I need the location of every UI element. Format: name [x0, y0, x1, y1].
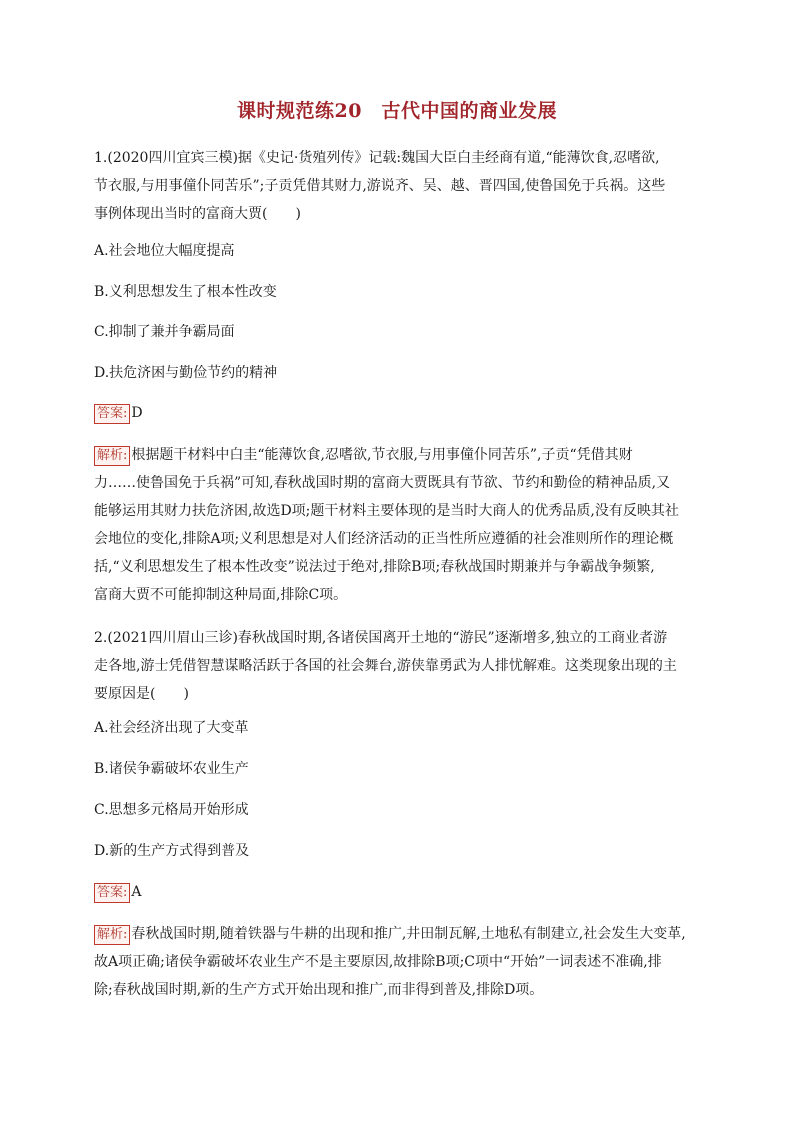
question-1-line-1: 1.(2020四川宜宾三模)据《史记·货殖列传》记载:魏国大臣白圭经商有道,“能薄饮食,忍嗜欲, — [94, 150, 660, 166]
question-2-option-b[interactable]: B.诸侯争霸破坏农业生产 — [94, 761, 249, 777]
answer-value: A — [131, 884, 142, 900]
answer-tag: 答案: — [94, 883, 130, 903]
question-1-option-c[interactable]: C.抑制了兼并争霸局面 — [94, 324, 235, 340]
question-2-option-c[interactable]: C.思想多元格局开始形成 — [94, 802, 249, 818]
analysis-line-2: 力……使鲁国免于兵祸”可知,春秋战国时期的富商大贾既具有节欲、节约和勤俭的精神品质,又 — [94, 475, 671, 491]
analysis-line-1: 解析: 根据题干材料中白圭“能薄饮食,忍嗜欲,节衣服,与用事僮仆同苦乐”,子贡“凭借其财 — [94, 443, 714, 471]
question-2-option-a[interactable]: A.社会经济出现了大变革 — [94, 720, 249, 736]
question-1-analysis — [94, 443, 714, 611]
answer-value: D — [131, 405, 143, 421]
question-1-answer — [94, 402, 143, 424]
page-title: 课时规范练20 古代中国的商业发展 — [237, 100, 557, 122]
question-2-stem — [94, 626, 714, 710]
analysis-line-4: 会地位的变化,排除A项;义利思想是对人们经济活动的正当性所应遵循的社会准则所作的理论概 — [94, 531, 674, 547]
analysis-tag: 解析: — [94, 925, 130, 945]
question-2-analysis — [94, 922, 714, 1006]
answer-tag: 答案: — [94, 404, 130, 424]
question-2-line-3: 要原因是( ) — [94, 686, 189, 702]
question-1-option-d[interactable]: D.扶危济困与勤俭节约的精神 — [94, 365, 278, 381]
analysis-line-3: 除;春秋战国时期,新的生产方式开始出现和推广,而非得到普及,排除D项。 — [94, 982, 544, 998]
question-2-line-1: 2.(2021四川眉山三诊)春秋战国时期,各诸侯国离开土地的“游民”逐渐增多,独立的工商业者游 — [94, 630, 668, 646]
analysis-line-2: 故A项正确;诸侯争霸破坏农业生产不是主要原因,故排除B项;C项中“开始”一词表述不准确,排 — [94, 954, 662, 970]
question-1-line-2: 节衣服,与用事僮仆同苦乐”;子贡凭借其财力,游说齐、吴、越、晋四国,使鲁国免于兵祸。这些 — [94, 178, 666, 194]
analysis-line-3: 能够运用其财力扶危济困,故选D项;题干材料主要体现的是当时大商人的优秀品质,没有反映其社 — [94, 503, 679, 519]
analysis-tag: 解析: — [94, 446, 130, 466]
question-2-option-d[interactable]: D.新的生产方式得到普及 — [94, 843, 250, 859]
question-1-option-a[interactable]: A.社会地位大幅度提高 — [94, 243, 235, 259]
question-1-line-3: 事例体现出当时的富商大贾( ) — [94, 206, 301, 222]
question-1-option-b[interactable]: B.义利思想发生了根本性改变 — [94, 284, 277, 300]
analysis-line-5: 括,“义利思想发生了根本性改变”说法过于绝对,排除B项;春秋战国时期兼并与争霸战争频繁, — [94, 559, 655, 575]
analysis-line-6: 富商大贾不可能抑制这种局面,排除C项。 — [94, 587, 348, 603]
question-2-line-2: 走各地,游士凭借智慧谋略活跃于各国的社会舞台,游侠靠勇武为人排忧解难。这类现象出现的主 — [94, 658, 677, 674]
analysis-line-1: 解析: 春秋战国时期,随着铁器与牛耕的出现和推广,井田制瓦解,土地私有制建立,社会发生大变革, — [94, 922, 714, 950]
question-2-answer — [94, 881, 142, 903]
question-1-stem — [94, 146, 714, 230]
